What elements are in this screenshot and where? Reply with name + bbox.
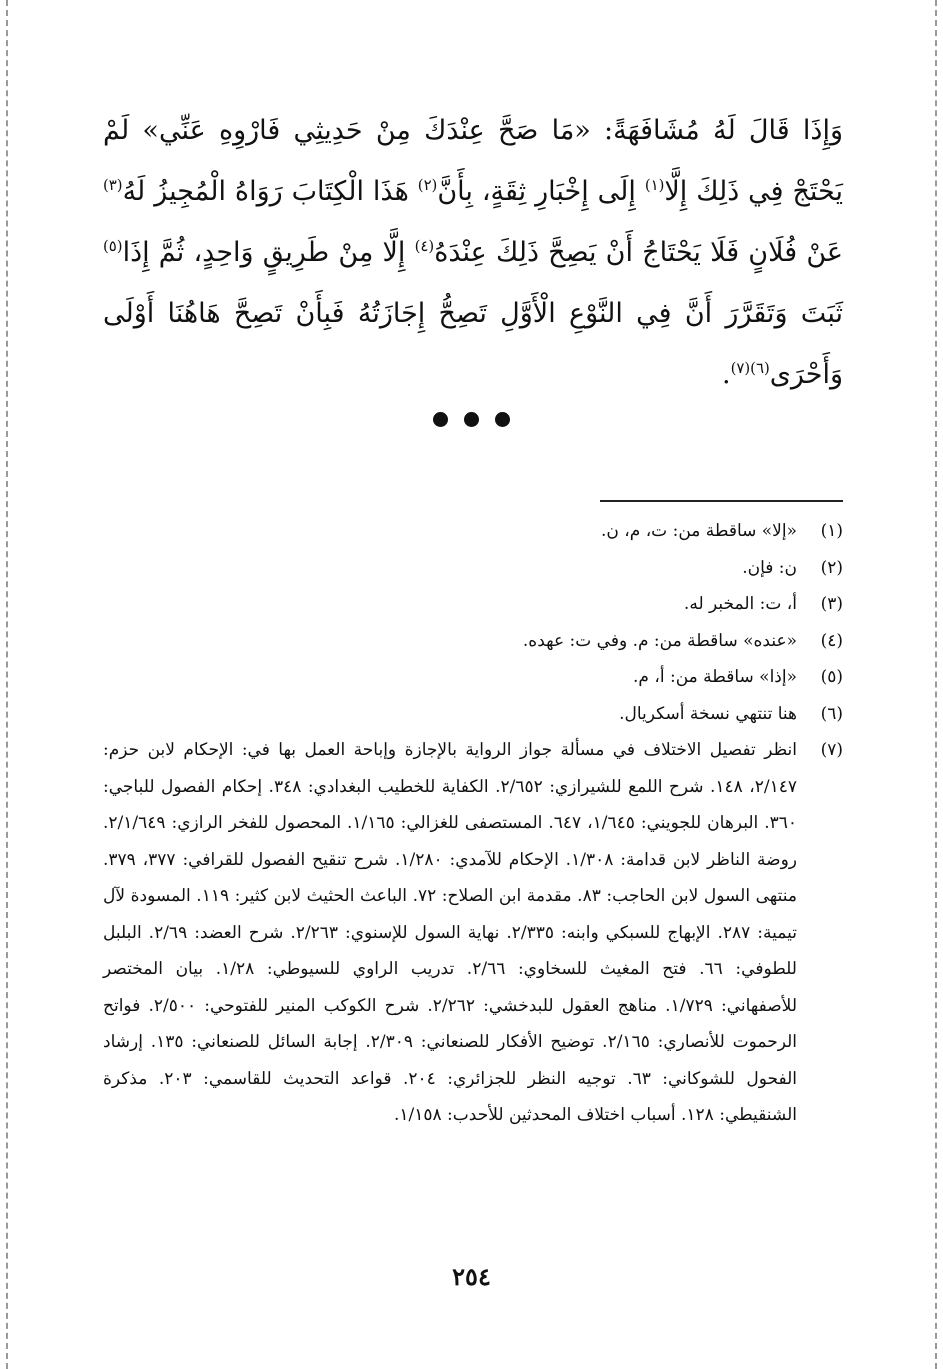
footnote-text: «عنده» ساقطة من: م. وفي ت: عهده. bbox=[522, 630, 797, 651]
footnote-item bbox=[103, 513, 843, 550]
footnote-item bbox=[103, 696, 843, 733]
footnote-text: «إذا» ساقطة من: أ، م. bbox=[633, 667, 797, 687]
main-text-part-4: عَنْ فُلَانٍ فَلَا يَحْتَاجُ أَنْ يَصِحَّ ذَلِكَ عِنْدَهُ bbox=[434, 237, 843, 268]
main-text-part-1: وَإِذَا قَالَ لَهُ مُشَافَهَةً: «مَا صَحَّ عِنْدَكَ مِنْ حَدِيثِي فَارْوِهِ عَنِّي» لَمْ يَحْتَجْ فِي ذَلِكَ إِلَّا bbox=[103, 115, 843, 207]
footnote-text: «إلا» ساقطة من: ت، م، ن. bbox=[600, 521, 797, 541]
footnote-item bbox=[103, 586, 843, 623]
footnote-number: (٧) bbox=[820, 740, 843, 760]
footnote-item bbox=[103, 550, 843, 587]
main-text-part-2: إِلَى إِخْبَارِ ثِقَةٍ، بِأَنَّ bbox=[437, 176, 645, 207]
footnote-text: انظر تفصيل الاختلاف في مسألة جواز الرواية بالإجازة وإباحة العمل بها في: الإحكام لابن حزم: ٢/١٤٧، ١٤٨. شرح اللمع للشيرازي: ٢/٦٥٢. الكفاية للخطيب البغدادي: ٣٤٨. إحكام الفصول للباجي: ٣٦٠. البرهان للجويني: ١/٦٤٥، ٦٤٧. المستصفى للغزالي: ١/١٦٥. المحصول للفخر الرازي: ٢/١/٦٤٩. روضة الناظر لابن قدامة: ١/٣٠٨. الإحكام للآمدي: ١/٢٨٠. شرح تنقيح الفصول للقرافي: ٣٧٧، ٣٧٩. منتهى السول لابن الحاجب: ٨٣. مقدمة ابن الصلاح: ٧٢. الباعث الحثيث لابن كثير: ١١٩. المسودة لآل تيمية: ٢٨٧. الإبهاج للسبكي وابنه: ٢/٣٣٥. نهاية السول للإسنوي: ٢/٢٦٣. شرح العضد: ٢/٦٩. البلبل للطوفي: ٦٦. فتح المغيث للسخاوي: ٢/٦٦. تدريب الراوي للسيوطي: ١/٢٨. بيان المختصر للأصفهاني: ١/٧٢٩. مناهج العقول للبدخشي: ٢/٢٦٢. شرح الكوكب المنير للفتوحي: ٢/٥٠٠. فواتح الرحموت للأنصاري: ٢/١٦٥. توضيح الأفكار للصنعاني: ٢/٣٠٩. إجابة السائل للصنعاني: ١٣٥. إرشاد الفحول للشوكاني: ٦٣. توجيه النظر للجزائري: ٢٠٤. قواعد التحديث للقاسمي: ٢٠٣. مذكرة الشنقيطي: ١٢٨. أسباب اختلاف المحدثين للأحدب: ١/١٥٨. bbox=[103, 740, 798, 1125]
footnote-item bbox=[103, 623, 843, 660]
footnote-text: أ، ت: المخبر له. bbox=[683, 594, 797, 614]
separator-dot bbox=[433, 412, 448, 427]
footnote-text: ن: فإن. bbox=[742, 557, 797, 578]
footnote-ref-4: (٤) bbox=[414, 237, 435, 255]
page-number: ٢٥٤ bbox=[452, 1262, 491, 1291]
footnote-ref-7: (٧) bbox=[730, 359, 751, 377]
main-text-part-5: إِلَّا مِنْ طَرِيقٍ وَاحِدٍ، ثُمَّ إِذَا bbox=[122, 237, 415, 268]
main-text-part-3: هَذَا الْكِتَابَ رَوَاهُ الْمُجِيزُ لَهُ bbox=[122, 176, 418, 207]
footnote-number: (٤) bbox=[820, 630, 843, 651]
scan-edge-left bbox=[6, 0, 8, 1369]
footnote-number: (٣) bbox=[820, 594, 843, 614]
separator-dot bbox=[495, 412, 510, 427]
footnote-ref-3: (٣) bbox=[103, 176, 123, 194]
footnote-number: (٦) bbox=[820, 703, 843, 724]
separator-dot bbox=[464, 412, 479, 427]
main-text-paragraph bbox=[103, 100, 843, 405]
footnote-ref-5: (٥) bbox=[103, 237, 123, 255]
footnote-ref-2: (٢) bbox=[417, 176, 438, 194]
main-text-part-6: ثَبَتَ وَتَقَرَّرَ أَنَّ فِي النَّوْعِ الْأَوَّلِ تَصِحُّ إِجَازَتُهُ فَبِأَنْ تَصِحَّ هَاهُنَا أَوْلَى وَأَحْرَى bbox=[103, 298, 843, 390]
footnote-number: (١) bbox=[820, 521, 843, 541]
footnote-number: (٥) bbox=[820, 667, 843, 687]
footnotes-list bbox=[103, 513, 843, 1134]
footnote-ref-1: (١) bbox=[644, 176, 665, 194]
footnote-item bbox=[103, 659, 843, 696]
footnote-ref-6: (٦) bbox=[750, 359, 770, 377]
scan-edge-right bbox=[935, 0, 937, 1369]
footnote-text: هنا تنتهي نسخة أسكريال. bbox=[619, 703, 797, 724]
footnote-item bbox=[103, 732, 843, 1134]
footnote-separator-rule bbox=[600, 500, 843, 502]
main-text-end: . bbox=[721, 359, 731, 390]
section-break-dots bbox=[0, 412, 943, 431]
footnote-number: (٢) bbox=[820, 557, 843, 578]
